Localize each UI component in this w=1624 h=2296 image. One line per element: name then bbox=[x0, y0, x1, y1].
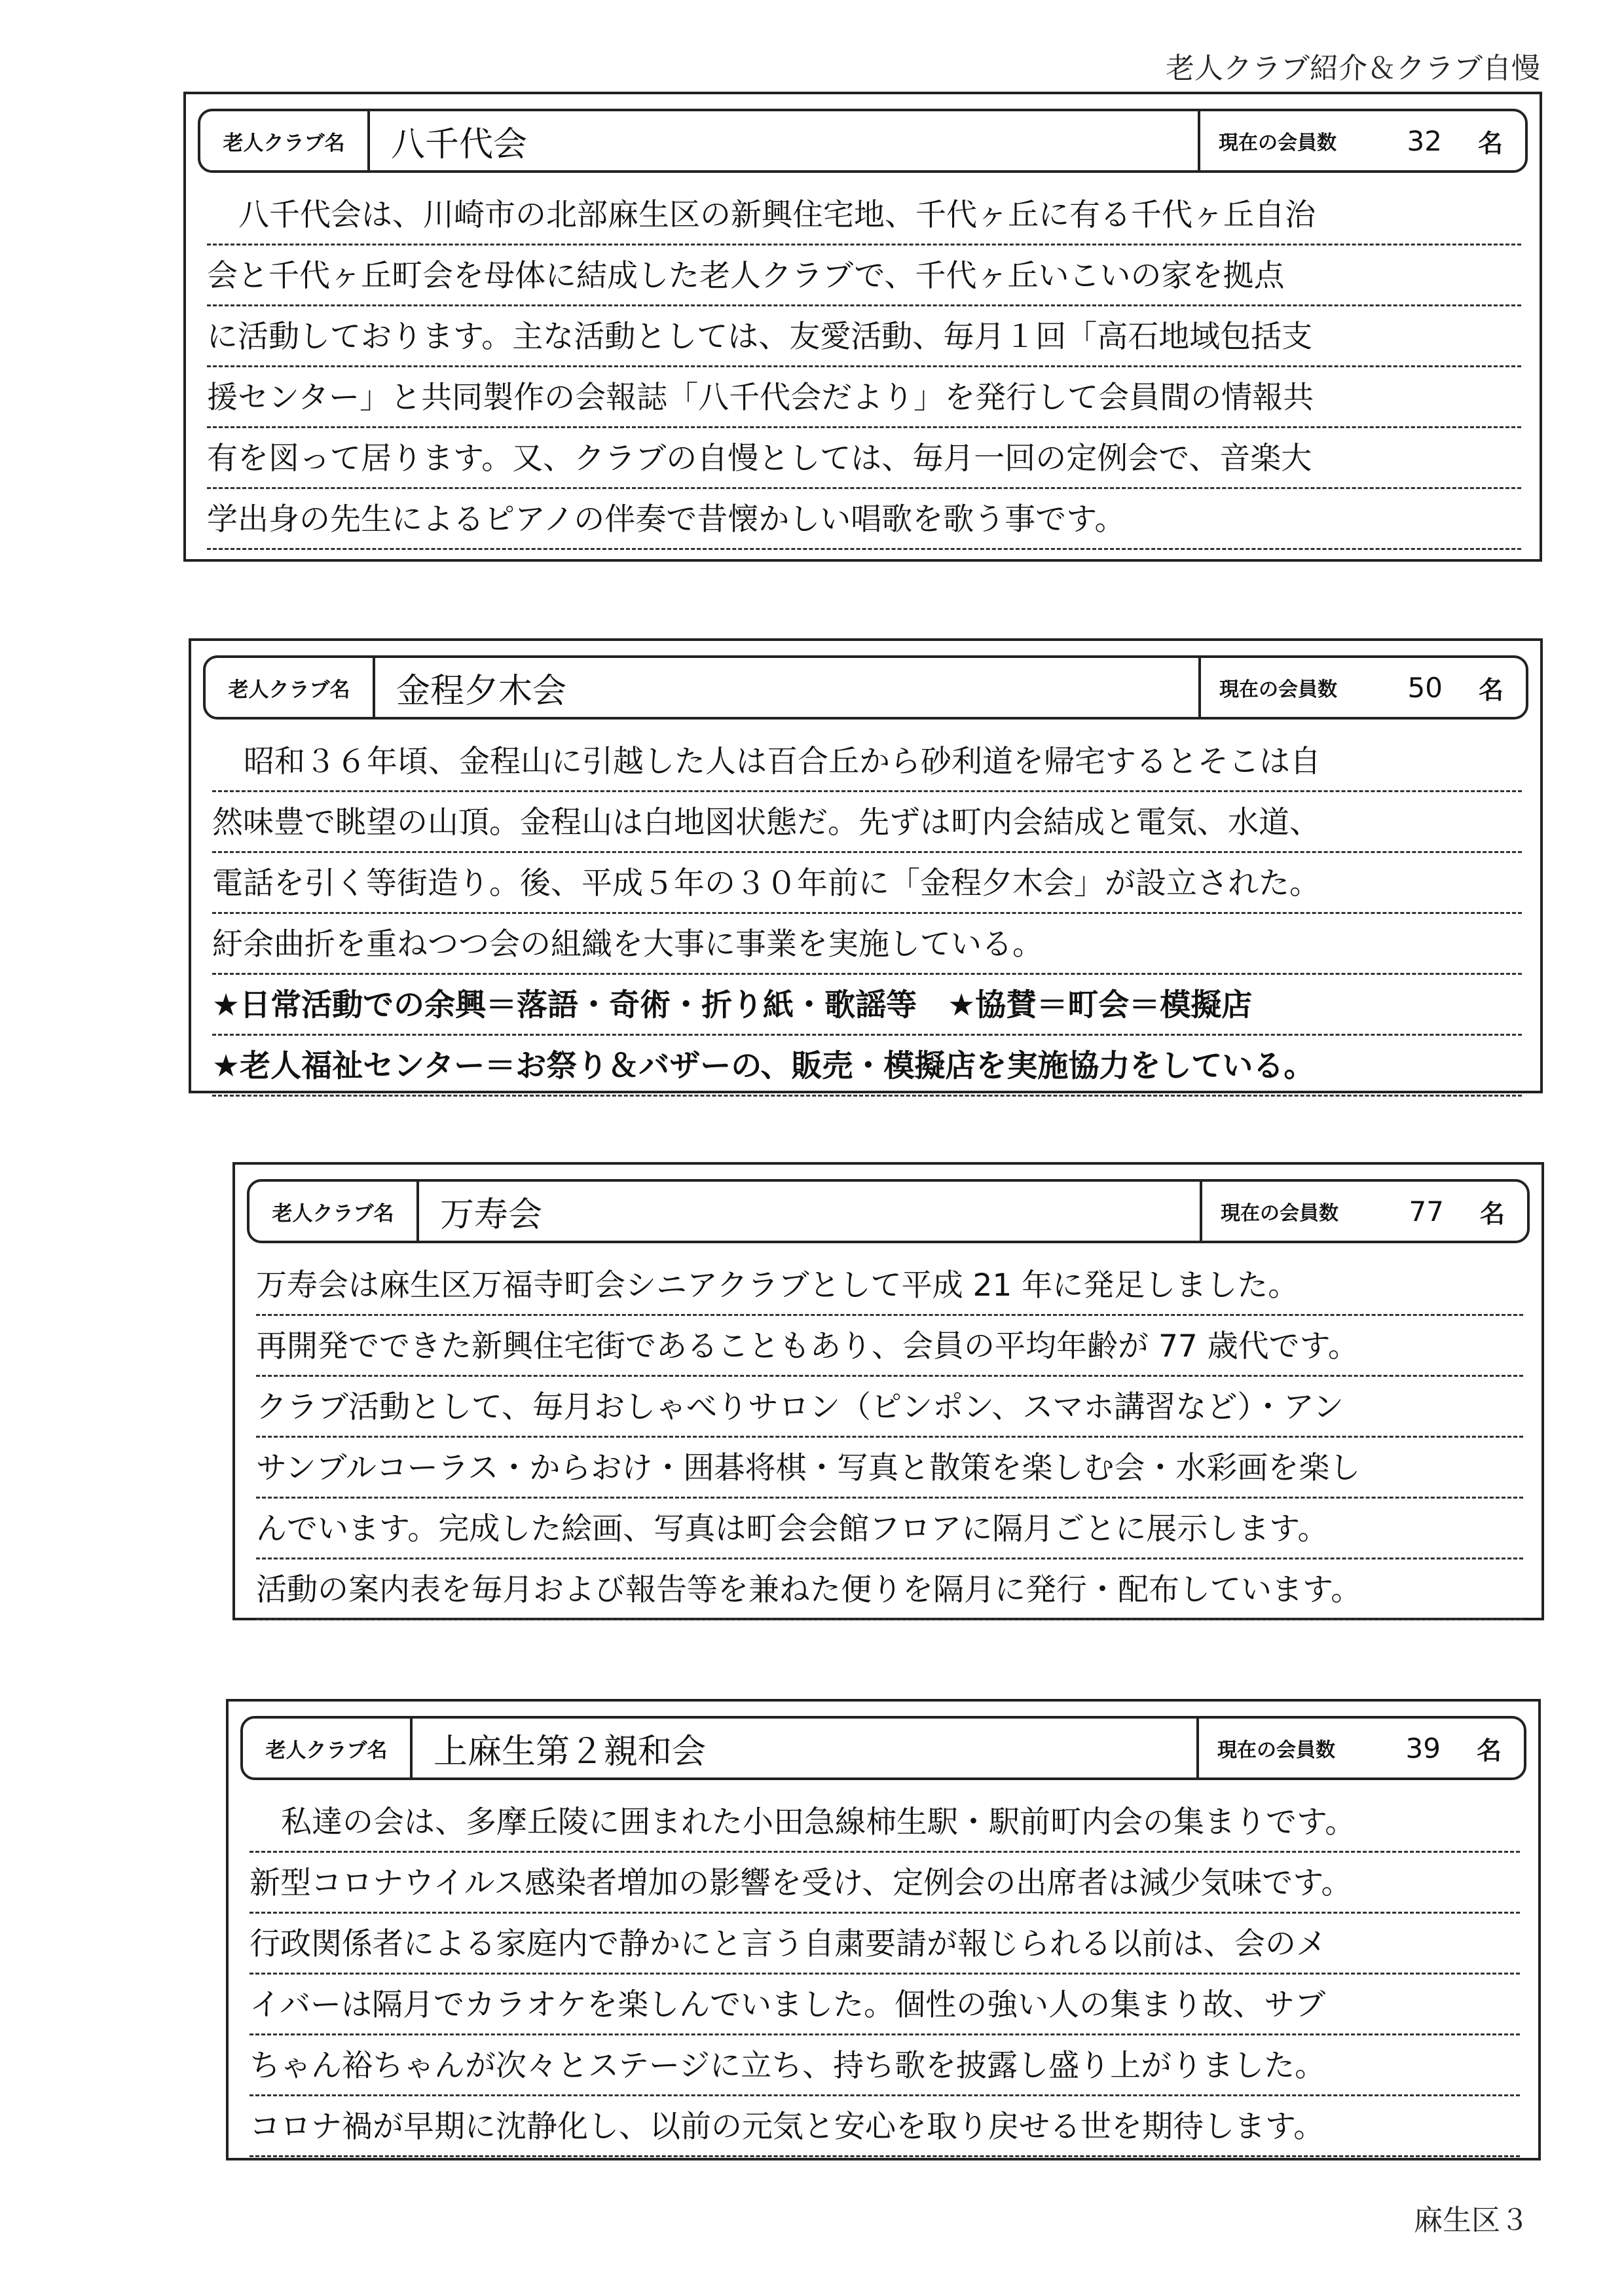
member-count: 39 bbox=[1405, 1732, 1441, 1764]
member-count-unit: 名 bbox=[1477, 128, 1503, 158]
member-count: 77 bbox=[1409, 1195, 1444, 1228]
description-line: 学出身の先生によるピアノの伴奏で昔懐かしい唱歌を歌う事です。 bbox=[207, 489, 1521, 550]
description-line: 行政関係者による家庭内で静かにと言う自粛要請が報じられる以前は、会のメ bbox=[249, 1914, 1520, 1975]
club-description bbox=[249, 1792, 1520, 2157]
club-header-row bbox=[247, 1179, 1530, 1243]
description-line: イバーは隔月でカラオケを楽しんでいました。個性の強い人の集まり故、サブ bbox=[249, 1975, 1520, 2035]
description-line: 会と千代ヶ丘町会を母体に結成した老人クラブで、千代ヶ丘いこいの家を拠点 bbox=[207, 246, 1521, 306]
description-line: 電話を引く等街造り。後、平成５年の３０年前に「金程夕木会」が設立された。 bbox=[212, 853, 1522, 914]
club-name-label: 老人クラブ名 bbox=[200, 111, 370, 170]
member-count-label: 現在の会員数 bbox=[1219, 678, 1337, 701]
member-count-unit: 名 bbox=[1476, 1736, 1502, 1765]
description-line: 援センター」と共同製作の会報誌「八千代会だより」を発行して会員間の情報共 bbox=[207, 367, 1521, 428]
club-name: 八千代会 bbox=[391, 124, 528, 164]
description-line: ★日常活動での余興＝落語・奇術・折り紙・歌謡等 ★協賛＝町会＝模擬店 bbox=[212, 975, 1522, 1036]
description-line: 八千代会は、川崎市の北部麻生区の新興住宅地、千代ヶ丘に有る千代ヶ丘自治 bbox=[207, 185, 1521, 246]
description-line: コロナ禍が早期に沈静化し、以前の元気と安心を取り戻せる世を期待します。 bbox=[249, 2096, 1520, 2157]
member-count: 50 bbox=[1407, 671, 1443, 704]
member-count-label: 現在の会員数 bbox=[1219, 132, 1337, 155]
club-card-yachiyo bbox=[183, 92, 1542, 562]
member-count-cell bbox=[1196, 1719, 1524, 1777]
member-count-label: 現在の会員数 bbox=[1221, 1202, 1338, 1225]
club-name-label: 老人クラブ名 bbox=[249, 1182, 419, 1241]
club-name: 上麻生第２親和会 bbox=[434, 1732, 707, 1772]
description-line: 私達の会は、多摩丘陵に囲まれた小田急線柿生駅・駅前町内会の集まりです。 bbox=[249, 1792, 1520, 1853]
club-description bbox=[212, 731, 1522, 1097]
description-line: 再開発でできた新興住宅街であることもあり、会員の平均年齢が 77 歳代です。 bbox=[256, 1316, 1523, 1377]
member-count: 32 bbox=[1407, 124, 1442, 157]
description-line: 然味豊で眺望の山頂。金程山は白地図状態だ。先ずは町内会結成と電気、水道、 bbox=[212, 792, 1522, 853]
description-line: んでいます。完成した絵画、写真は町会会館フロアに隔月ごとに展示します。 bbox=[256, 1499, 1523, 1559]
member-count-label: 現在の会員数 bbox=[1217, 1739, 1335, 1762]
club-description bbox=[207, 185, 1521, 550]
club-header-row bbox=[198, 109, 1528, 173]
description-line: サンブルコーラス・からおけ・囲碁将棋・写真と散策を楽しむ会・水彩画を楽し bbox=[256, 1438, 1523, 1499]
description-line: 万寿会は麻生区万福寺町会シニアクラブとして平成 21 年に発足しました。 bbox=[256, 1255, 1523, 1316]
club-name: 万寿会 bbox=[440, 1195, 543, 1235]
club-card-kanahodo-yuki bbox=[189, 638, 1543, 1093]
club-card-manju bbox=[232, 1162, 1544, 1620]
description-line: 活動の案内表を毎月および報告等を兼ねた便りを隔月に発行・配布しています。 bbox=[256, 1559, 1523, 1620]
club-card-kamiasao-shinwa bbox=[226, 1699, 1541, 2160]
member-count-cell bbox=[1198, 658, 1526, 717]
member-count-cell bbox=[1198, 111, 1525, 170]
member-count-unit: 名 bbox=[1478, 675, 1504, 704]
club-name: 金程夕木会 bbox=[396, 671, 567, 711]
description-line: 昭和３６年頃、金程山に引越した人は百合丘から砂利道を帰宅するとそこは自 bbox=[212, 731, 1522, 792]
description-line: 紆余曲折を重ねつつ会の組織を大事に事業を実施している。 bbox=[212, 914, 1522, 975]
description-line: 有を図って居ります。又、クラブの自慢としては、毎月一回の定例会で、音楽大 bbox=[207, 428, 1521, 489]
club-name-label: 老人クラブ名 bbox=[206, 658, 375, 717]
club-header-row bbox=[240, 1716, 1526, 1780]
description-line: クラブ活動として、毎月おしゃべりサロン（ピンポン、スマホ講習など）・アン bbox=[256, 1377, 1523, 1438]
page-header: 老人クラブ紹介＆クラブ自慢 bbox=[1166, 52, 1540, 85]
page-number: 麻生区３ bbox=[1414, 2204, 1529, 2237]
club-description bbox=[256, 1255, 1523, 1620]
member-count-cell bbox=[1200, 1182, 1527, 1241]
description-line: ★老人福祉センター＝お祭り＆バザーの、販売・模擬店を実施協力をしている。 bbox=[212, 1036, 1522, 1097]
description-line: に活動しております。主な活動としては、友愛活動、毎月１回「高石地域包括支 bbox=[207, 306, 1521, 367]
club-name-label: 老人クラブ名 bbox=[243, 1719, 413, 1777]
club-header-row bbox=[203, 655, 1528, 720]
description-line: ちゃん裕ちゃんが次々とステージに立ち、持ち歌を披露し盛り上がりました。 bbox=[249, 2035, 1520, 2096]
description-line: 新型コロナウイルス感染者増加の影響を受け、定例会の出席者は減少気味です。 bbox=[249, 1853, 1520, 1914]
member-count-unit: 名 bbox=[1479, 1199, 1505, 1228]
